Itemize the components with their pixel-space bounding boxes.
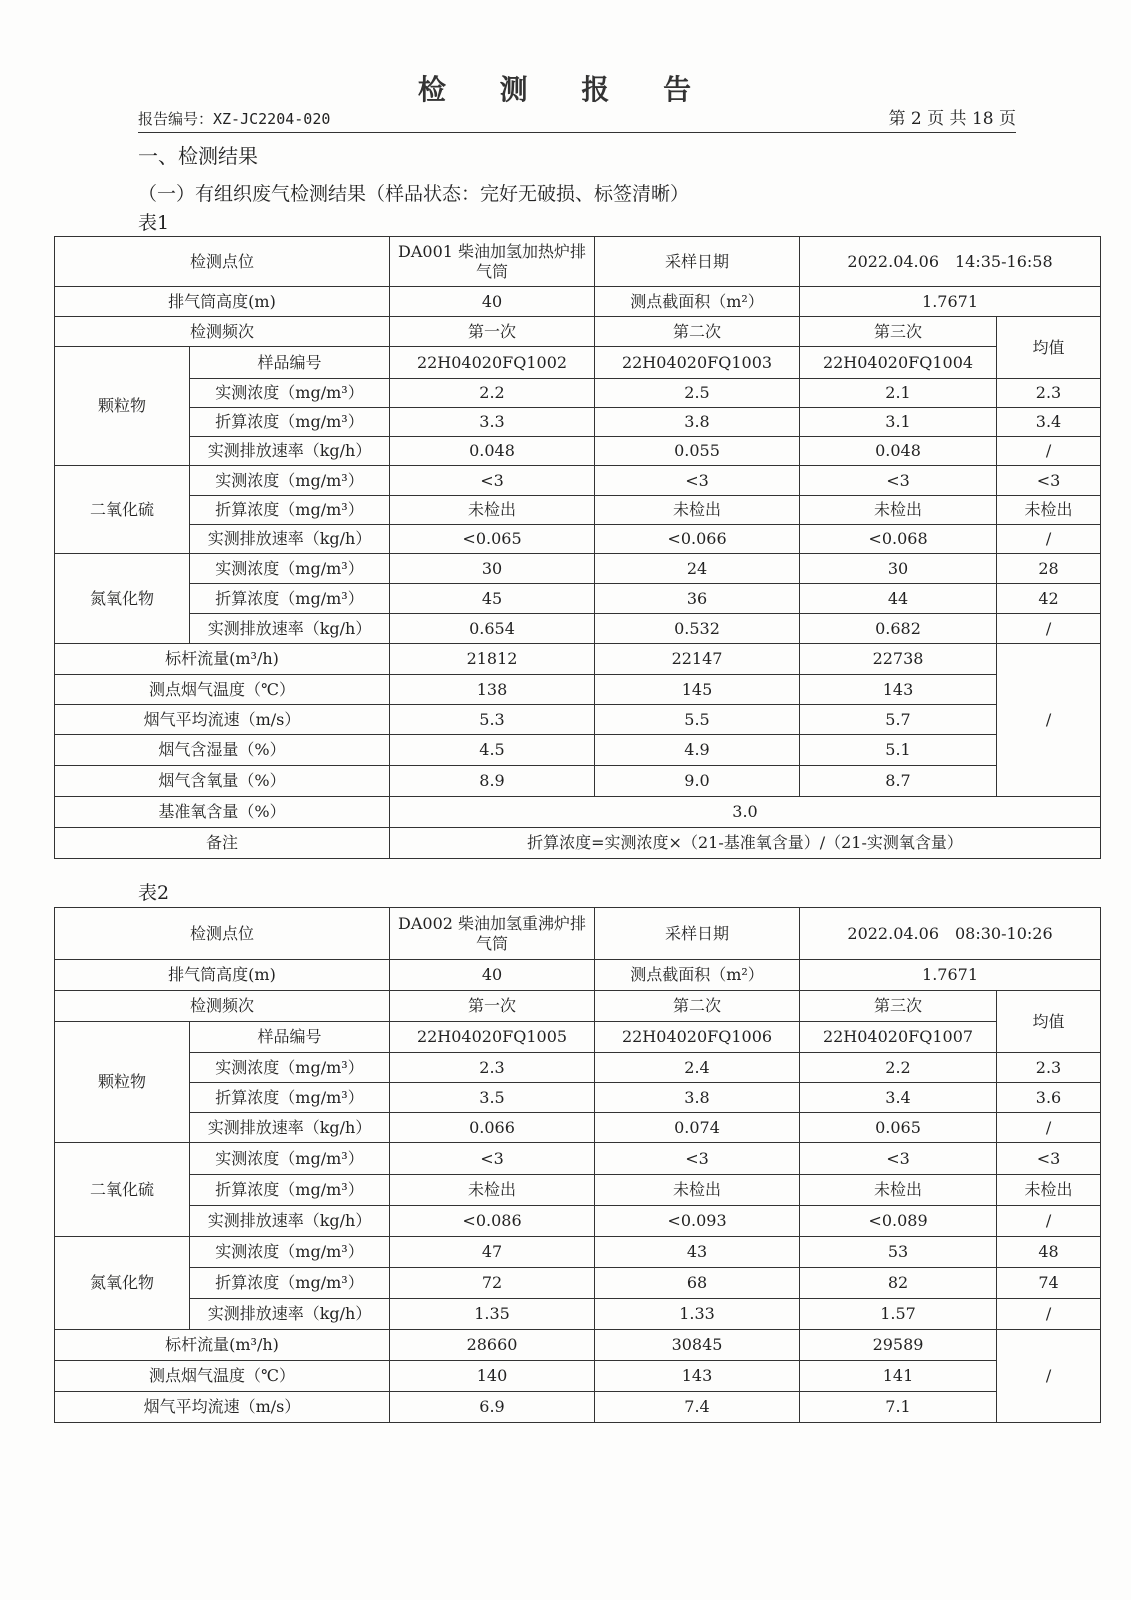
- value-cell: 6.9: [390, 1392, 595, 1423]
- value-cell: 7.1: [800, 1392, 997, 1423]
- header-cell: 第三次: [800, 317, 997, 347]
- label-cell: 备注: [55, 828, 390, 859]
- value-cell: <3: [390, 466, 595, 496]
- table2: [54, 907, 1101, 1423]
- subsection-heading: （一）有组织废气检测结果（样品状态：完好无破损、标签清晰）: [138, 183, 690, 205]
- value-cell: 2.4: [595, 1053, 800, 1083]
- value-cell: 8.7: [800, 766, 997, 797]
- label-cell: 折算浓度（mg/m³）: [190, 1268, 390, 1299]
- table-row: [55, 554, 1101, 584]
- value-cell: 未检出: [595, 1175, 800, 1206]
- value-cell: 141: [800, 1361, 997, 1392]
- value-cell: 42: [997, 584, 1101, 614]
- value-cell: <3: [595, 1143, 800, 1175]
- value-cell: 0.055: [595, 437, 800, 466]
- value-cell: 22H04020FQ1004: [800, 347, 997, 379]
- value-cell: 4.5: [390, 735, 595, 766]
- label-cell: 测点截面积（m²）: [595, 960, 800, 991]
- value-cell: 2.1: [800, 379, 997, 408]
- label-cell: 烟气平均流速（m/s）: [55, 705, 390, 735]
- value-cell: 1.35: [390, 1299, 595, 1330]
- label-cell: 实测排放速率（kg/h）: [190, 1206, 390, 1237]
- label-cell: 实测浓度（mg/m³）: [190, 554, 390, 584]
- category-cell: 氮氧化物: [55, 1237, 190, 1330]
- table-row: [55, 705, 1101, 735]
- value-cell: /: [997, 1206, 1101, 1237]
- value-cell: /: [997, 437, 1101, 466]
- header-cell: 第三次: [800, 991, 997, 1022]
- label-cell: 测点烟气温度（℃）: [55, 1361, 390, 1392]
- value-cell: 2.3: [390, 1053, 595, 1083]
- date-cell: 2022.04.06 08:30-10:26: [800, 908, 1101, 960]
- value-cell: <3: [997, 466, 1101, 496]
- value-cell: 22738: [800, 644, 997, 675]
- table-row: [55, 237, 1101, 287]
- label-cell: 实测排放速率（kg/h）: [190, 525, 390, 554]
- value-cell: /: [997, 644, 1101, 797]
- point-cell: DA001 柴油加氢加热炉排气筒: [390, 237, 595, 287]
- value-cell: 2.3: [997, 1053, 1101, 1083]
- table-row: [55, 379, 1101, 408]
- label-cell: 实测浓度（mg/m³）: [190, 1143, 390, 1175]
- value-cell: 1.33: [595, 1299, 800, 1330]
- value-cell: <0.093: [595, 1206, 800, 1237]
- value-cell: <3: [390, 1143, 595, 1175]
- table-row: [55, 1113, 1101, 1143]
- table-row: [55, 1330, 1101, 1361]
- value-cell: 4.9: [595, 735, 800, 766]
- category-cell: 二氧化硫: [55, 1143, 190, 1237]
- value-cell: 未检出: [997, 496, 1101, 525]
- value-cell: 40: [390, 287, 595, 317]
- value-cell: /: [997, 525, 1101, 554]
- value-cell: 0.074: [595, 1113, 800, 1143]
- value-cell: <0.086: [390, 1206, 595, 1237]
- header-cell: 第二次: [595, 317, 800, 347]
- value-cell: /: [997, 1113, 1101, 1143]
- table-row: [55, 317, 1101, 347]
- value-cell: 3.8: [595, 1083, 800, 1113]
- label-cell: 采样日期: [595, 908, 800, 960]
- label-cell: 折算浓度（mg/m³）: [190, 1175, 390, 1206]
- value-cell: 3.0: [390, 797, 1101, 828]
- table-row: [55, 1175, 1101, 1206]
- value-cell: 3.4: [800, 1083, 997, 1113]
- table-row: [55, 1392, 1101, 1423]
- table-row: [55, 1053, 1101, 1083]
- label-cell: 烟气含氧量（%）: [55, 766, 390, 797]
- value-cell: 45: [390, 584, 595, 614]
- value-cell: 3.4: [997, 408, 1101, 437]
- point-cell: DA002 柴油加氢重沸炉排气筒: [390, 908, 595, 960]
- table-row: [55, 1206, 1101, 1237]
- value-cell: 145: [595, 675, 800, 705]
- value-cell: /: [997, 1299, 1101, 1330]
- value-cell: 28660: [390, 1330, 595, 1361]
- header-cell: 均值: [997, 991, 1101, 1053]
- value-cell: 74: [997, 1268, 1101, 1299]
- page-info: 第 2 页 共 18 页: [888, 109, 1016, 129]
- value-cell: 5.5: [595, 705, 800, 735]
- value-cell: 8.9: [390, 766, 595, 797]
- value-cell: 21812: [390, 644, 595, 675]
- table1-caption: 表1: [138, 212, 170, 234]
- value-cell: <3: [800, 1143, 997, 1175]
- table-row: [55, 797, 1101, 828]
- label-cell: 基准氧含量（%）: [55, 797, 390, 828]
- value-cell: <3: [997, 1143, 1101, 1175]
- label-cell: 实测浓度（mg/m³）: [190, 1053, 390, 1083]
- table-row: [55, 525, 1101, 554]
- value-cell: 未检出: [390, 496, 595, 525]
- value-cell: <3: [800, 466, 997, 496]
- value-cell: 5.7: [800, 705, 997, 735]
- value-cell: 未检出: [390, 1175, 595, 1206]
- label-cell: 采样日期: [595, 237, 800, 287]
- value-cell: 140: [390, 1361, 595, 1392]
- value-cell: 68: [595, 1268, 800, 1299]
- table-row: [55, 437, 1101, 466]
- value-cell: 22H04020FQ1005: [390, 1022, 595, 1053]
- table-row: [55, 408, 1101, 437]
- label-cell: 实测排放速率（kg/h）: [190, 1113, 390, 1143]
- value-cell: 2.5: [595, 379, 800, 408]
- value-cell: 5.3: [390, 705, 595, 735]
- value-cell: 2.2: [390, 379, 595, 408]
- header-cell: 第一次: [390, 991, 595, 1022]
- value-cell: 143: [800, 675, 997, 705]
- value-cell: 22147: [595, 644, 800, 675]
- table1: [54, 236, 1101, 859]
- table-row: [55, 287, 1101, 317]
- value-cell: /: [997, 614, 1101, 644]
- value-cell: 3.3: [390, 408, 595, 437]
- table-row: [55, 1299, 1101, 1330]
- value-cell: 未检出: [595, 496, 800, 525]
- value-cell: <0.065: [390, 525, 595, 554]
- value-cell: 3.5: [390, 1083, 595, 1113]
- value-cell: 0.682: [800, 614, 997, 644]
- label-cell: 样品编号: [190, 1022, 390, 1053]
- table-row: [55, 1143, 1101, 1175]
- table-row: [55, 766, 1101, 797]
- table-row: [55, 584, 1101, 614]
- category-cell: 颗粒物: [55, 1022, 190, 1143]
- value-cell: 29589: [800, 1330, 997, 1361]
- label-cell: 烟气含湿量（%）: [55, 735, 390, 766]
- value-cell: 72: [390, 1268, 595, 1299]
- value-cell: 22H04020FQ1003: [595, 347, 800, 379]
- table-row: [55, 991, 1101, 1022]
- table-row: [55, 735, 1101, 766]
- value-cell: 2.2: [800, 1053, 997, 1083]
- table2-caption: 表2: [138, 882, 170, 904]
- value-cell: 30: [800, 554, 997, 584]
- label-cell: 测点截面积（m²）: [595, 287, 800, 317]
- value-cell: 28: [997, 554, 1101, 584]
- value-cell: 3.8: [595, 408, 800, 437]
- value-cell: 3.1: [800, 408, 997, 437]
- report-header: [138, 104, 1016, 133]
- label-cell: 检测频次: [55, 317, 390, 347]
- value-cell: 7.4: [595, 1392, 800, 1423]
- label-cell: 折算浓度（mg/m³）: [190, 496, 390, 525]
- value-cell: 30845: [595, 1330, 800, 1361]
- date-cell: 2022.04.06 14:35-16:58: [800, 237, 1101, 287]
- report-title: 检 测 报 告: [417, 73, 714, 106]
- label-cell: 排气筒高度(m): [55, 960, 390, 991]
- value-cell: 9.0: [595, 766, 800, 797]
- label-cell: 折算浓度（mg/m³）: [190, 408, 390, 437]
- table-row: [55, 1083, 1101, 1113]
- value-cell: 30: [390, 554, 595, 584]
- label-cell: 检测频次: [55, 991, 390, 1022]
- category-cell: 氮氧化物: [55, 554, 190, 644]
- value-cell: 82: [800, 1268, 997, 1299]
- label-cell: 样品编号: [190, 347, 390, 379]
- header-cell: 第一次: [390, 317, 595, 347]
- value-cell: 22H04020FQ1006: [595, 1022, 800, 1053]
- label-cell: 排气筒高度(m): [55, 287, 390, 317]
- header-cell: 第二次: [595, 991, 800, 1022]
- value-cell: 2.3: [997, 379, 1101, 408]
- category-cell: 颗粒物: [55, 347, 190, 466]
- table-row: [55, 828, 1101, 859]
- value-cell: 0.654: [390, 614, 595, 644]
- value-cell: 0.048: [390, 437, 595, 466]
- value-cell: 5.1: [800, 735, 997, 766]
- label-cell: 标杆流量(m³/h): [55, 644, 390, 675]
- value-cell: 0.532: [595, 614, 800, 644]
- value-cell: <0.066: [595, 525, 800, 554]
- value-cell: 47: [390, 1237, 595, 1268]
- label-cell: 实测排放速率（kg/h）: [190, 437, 390, 466]
- value-cell: 22H04020FQ1007: [800, 1022, 997, 1053]
- value-cell: 22H04020FQ1002: [390, 347, 595, 379]
- label-cell: 测点烟气温度（℃）: [55, 675, 390, 705]
- value-cell: 40: [390, 960, 595, 991]
- table-row: [55, 908, 1101, 960]
- value-cell: 3.6: [997, 1083, 1101, 1113]
- value-cell: <3: [595, 466, 800, 496]
- table-row: [55, 675, 1101, 705]
- value-cell: 44: [800, 584, 997, 614]
- value-cell: 48: [997, 1237, 1101, 1268]
- label-cell: 检测点位: [55, 908, 390, 960]
- table-row: [55, 1361, 1101, 1392]
- value-cell: 36: [595, 584, 800, 614]
- table-row: [55, 347, 1101, 379]
- value-cell: <0.068: [800, 525, 997, 554]
- label-cell: 标杆流量(m³/h): [55, 1330, 390, 1361]
- value-cell: 138: [390, 675, 595, 705]
- table-row: [55, 466, 1101, 496]
- label-cell: 实测排放速率（kg/h）: [190, 1299, 390, 1330]
- label-cell: 实测排放速率（kg/h）: [190, 614, 390, 644]
- value-cell: 1.57: [800, 1299, 997, 1330]
- category-cell: 二氧化硫: [55, 466, 190, 554]
- table-row: [55, 496, 1101, 525]
- value-cell: 53: [800, 1237, 997, 1268]
- value-cell: 0.066: [390, 1113, 595, 1143]
- table-row: [55, 614, 1101, 644]
- value-cell: 43: [595, 1237, 800, 1268]
- label-cell: 折算浓度（mg/m³）: [190, 584, 390, 614]
- table-row: [55, 644, 1101, 675]
- value-cell: 143: [595, 1361, 800, 1392]
- label-cell: 实测浓度（mg/m³）: [190, 379, 390, 408]
- label-cell: 折算浓度（mg/m³）: [190, 1083, 390, 1113]
- table-row: [55, 1268, 1101, 1299]
- label-cell: 实测浓度（mg/m³）: [190, 1237, 390, 1268]
- table-row: [55, 960, 1101, 991]
- section-heading: 一、检测结果: [138, 144, 258, 168]
- table-row: [55, 1237, 1101, 1268]
- label-cell: 检测点位: [55, 237, 390, 287]
- value-cell: 未检出: [997, 1175, 1101, 1206]
- table-row: [55, 1022, 1101, 1053]
- value-cell: 1.7671: [800, 960, 1101, 991]
- value-cell: <0.089: [800, 1206, 997, 1237]
- report-number: 报告编号：XZ-JC2204-020: [138, 110, 331, 128]
- value-cell: 未检出: [800, 1175, 997, 1206]
- label-cell: 烟气平均流速（m/s）: [55, 1392, 390, 1423]
- value-cell: /: [997, 1330, 1101, 1423]
- value-cell: 0.048: [800, 437, 997, 466]
- header-cell: 均值: [997, 317, 1101, 379]
- value-cell: 24: [595, 554, 800, 584]
- label-cell: 实测浓度（mg/m³）: [190, 466, 390, 496]
- value-cell: 未检出: [800, 496, 997, 525]
- remark-cell: 折算浓度=实测浓度×（21-基准氧含量）/（21-实测氧含量）: [390, 828, 1101, 859]
- value-cell: 1.7671: [800, 287, 1101, 317]
- value-cell: 0.065: [800, 1113, 997, 1143]
